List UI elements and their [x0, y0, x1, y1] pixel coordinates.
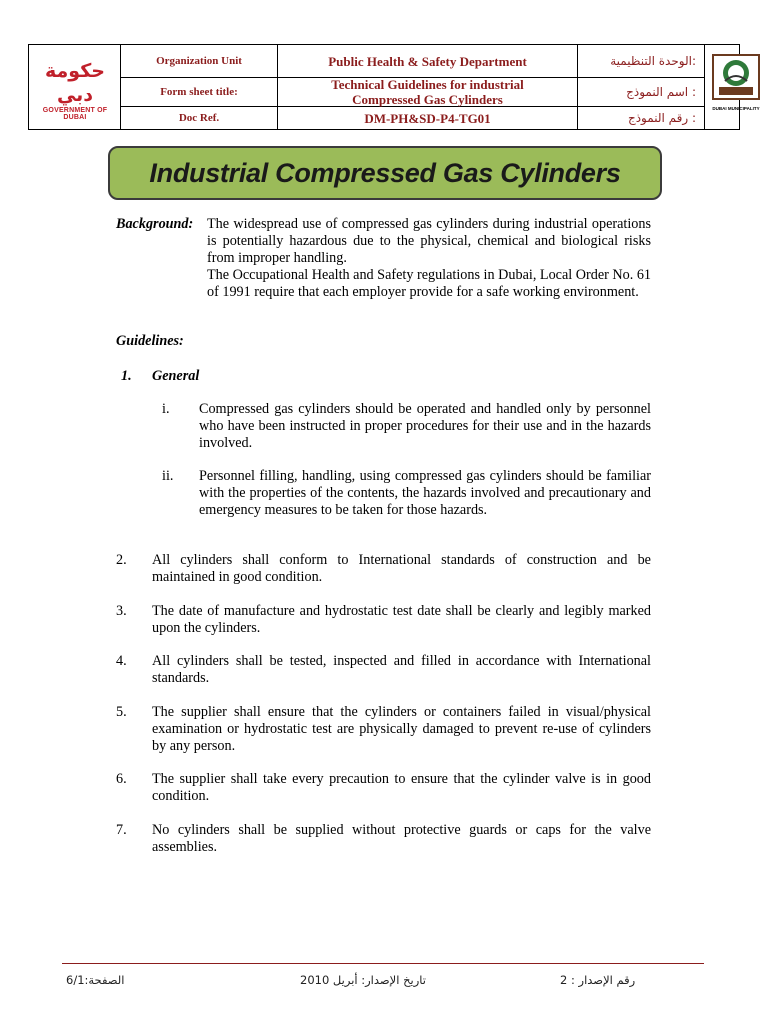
sub-item-text: Personnel filling, handling, using compressed gas cylinders should be familiar with the properties of the contents, the hazards involved and precautionary and emergency measures to be taken for those hazards.	[199, 468, 651, 518]
dm-logo-text: DUBAI MUNICIPALITY	[712, 106, 760, 111]
dm-emblem-icon	[711, 53, 761, 101]
doc-ref-label-arabic: رقم النموذج :	[627, 111, 696, 125]
sub-item-text: Compressed gas cylinders should be operated and handled only by personnel who have been instructed in proper procedures for their use and in the hazards involved.	[199, 401, 651, 451]
footer-divider	[62, 963, 704, 964]
footer-issue-number: رقم الإصدار : 2	[560, 973, 636, 987]
sub-item-number: ii.	[162, 468, 174, 484]
header-table	[28, 44, 760, 130]
section-1-title: General	[152, 368, 200, 384]
form-title-label-arabic: اسم النموذج :	[578, 78, 704, 107]
org-unit-label: Organization Unit	[121, 45, 277, 78]
org-unit-value: Public Health & Safety Department	[278, 45, 577, 78]
sub-item-number: i.	[162, 401, 170, 417]
footer-page-number: الصفحة:6/1	[66, 973, 125, 987]
list-item-text: The supplier shall ensure that the cylinders or containers failed in visual/physical examination or hydrostatic test are physically damaged to prevent re-use of cylinders by any person.	[152, 704, 651, 754]
label-column	[121, 45, 278, 129]
list-item-number: 7.	[116, 822, 127, 838]
list-item-number: 3.	[116, 603, 127, 619]
guidelines-label: Guidelines:	[116, 333, 184, 349]
background-paragraph-2: The Occupational Health and Safety regulations in Dubai, Local Order No. 61 of 1991 require that each employer provide for a safe working environment.	[207, 267, 652, 300]
government-of-dubai-logo	[33, 59, 117, 121]
page-title: Industrial Compressed Gas Cylinders	[149, 157, 621, 188]
list-item-text: The supplier shall take every precaution to ensure that the cylinder valve is in good condition.	[152, 771, 651, 804]
value-column	[278, 45, 578, 129]
form-title-value: Technical Guidelines for industrial Compressed Gas Cylinders	[278, 78, 577, 107]
doc-ref-value: DM-PH&SD-P4-TG01	[364, 110, 491, 126]
gov-logo-english: GOVERNMENT OF DUBAI	[42, 107, 108, 121]
org-unit-label-arabic: الوحدة التنظيمية:	[578, 45, 704, 78]
section-1-number: 1.	[121, 368, 132, 384]
list-item-number: 4.	[116, 653, 127, 669]
dubai-municipality-logo	[707, 53, 765, 123]
list-item-text: The date of manufacture and hydrostatic test date shall be clearly and legibly marked upon the cylinders.	[152, 603, 651, 636]
form-title-label: Form sheet title:	[121, 78, 277, 107]
list-item-text: All cylinders shall be tested, inspected and filled in accordance with International standards.	[152, 653, 651, 686]
background-label: Background:	[116, 216, 194, 232]
government-logo-cell	[29, 45, 121, 129]
arabic-label-column	[578, 45, 705, 129]
dubai-municipality-logo-cell	[705, 45, 760, 129]
list-item-number: 5.	[116, 704, 127, 720]
doc-ref-label: Doc Ref.	[178, 112, 220, 124]
list-item-number: 6.	[116, 771, 127, 787]
list-item-text: All cylinders shall conform to International standards of construction and be maintained in good condition.	[152, 552, 651, 585]
footer-issue-date: تاريخ الإصدار: أبريل 2010	[300, 973, 426, 987]
list-item-number: 2.	[116, 552, 127, 568]
list-item-text: No cylinders shall be supplied without protective guards or caps for the valve assemblies.	[152, 822, 651, 855]
background-paragraph-1: The widespread use of compressed gas cylinders during industrial operations is potentially hazardous due to the physical, chemical and biological risks from improper handling.	[207, 216, 651, 266]
title-banner	[108, 146, 662, 200]
gov-logo-arabic: حكومة دبي	[45, 60, 105, 106]
